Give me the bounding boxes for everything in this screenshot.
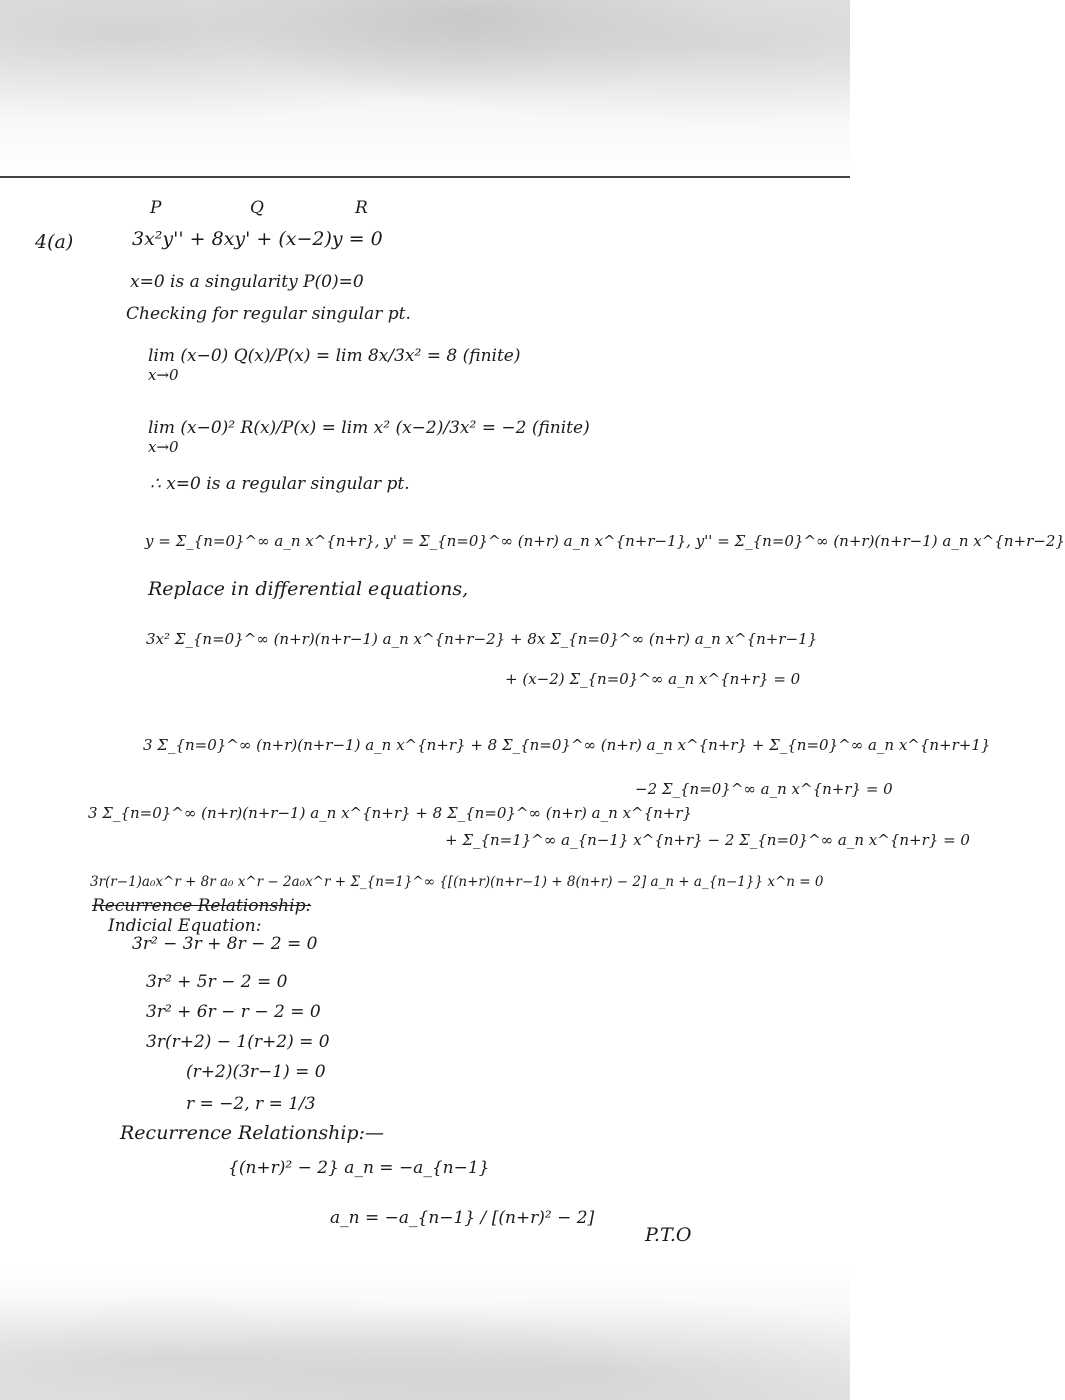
line-struck-heading: Recurrence Relationship: bbox=[92, 896, 312, 916]
line-limit-r-sub: x→0 bbox=[148, 438, 179, 456]
pto-note: P.T.O bbox=[645, 1224, 692, 1246]
coef-label-q: Q bbox=[250, 198, 264, 218]
line-indicial-2: 3r² + 5r − 2 = 0 bbox=[146, 972, 288, 992]
main-equation: 3x²y'' + 8xy' + (x−2)y = 0 bbox=[132, 228, 383, 250]
line-collected: 3r(r−1)a₀x^r + 8r a₀ x^r − 2a₀x^r + Σ_{n=1}^∞ {[(n+r)(n+r−1) + 8(n+r) − 2] a_n + a_{n−1}} x^n = 0 bbox=[90, 874, 824, 890]
coef-label-p: P bbox=[150, 198, 162, 218]
line-recurrence-2: a_n = −a_{n−1} / [(n+r)² − 2] bbox=[330, 1208, 595, 1228]
line-regular-pt: ∴ x=0 is a regular singular pt. bbox=[150, 474, 410, 494]
line-simplified-2: −2 Σ_{n=0}^∞ a_n x^{n+r} = 0 bbox=[635, 780, 893, 798]
line-limit-q: lim (x−0) Q(x)/P(x) = lim 8x/3x² = 8 (finite) bbox=[148, 346, 521, 366]
line-indicial-heading: Indicial Equation: bbox=[108, 916, 262, 936]
line-indicial-4: 3r(r+2) − 1(r+2) = 0 bbox=[146, 1032, 330, 1052]
line-simplified-1: 3 Σ_{n=0}^∞ (n+r)(n+r−1) a_n x^{n+r} + 8 Σ_{n=0}^∞ (n+r) a_n x^{n+r} + Σ_{n=0}^∞ a_n x^{n+r+1} bbox=[143, 736, 991, 754]
line-shifted-2: + Σ_{n=1}^∞ a_{n−1} x^{n+r} − 2 Σ_{n=0}^∞ a_n x^{n+r} = 0 bbox=[445, 831, 970, 849]
line-substituted-1: 3x² Σ_{n=0}^∞ (n+r)(n+r−1) a_n x^{n+r−2} + 8x Σ_{n=0}^∞ (n+r) a_n x^{n+r−1} bbox=[146, 630, 818, 648]
line-substituted-2: + (x−2) Σ_{n=0}^∞ a_n x^{n+r} = 0 bbox=[505, 670, 801, 688]
line-recurrence-1: {(n+r)² − 2} a_n = −a_{n−1} bbox=[228, 1158, 490, 1178]
line-singularity: x=0 is a singularity P(0)=0 bbox=[130, 272, 364, 292]
line-indicial-1: 3r² − 3r + 8r − 2 = 0 bbox=[132, 934, 318, 954]
line-series-forms: y = Σ_{n=0}^∞ a_n x^{n+r}, y' = Σ_{n=0}^∞ (n+r) a_n x^{n+r−1}, y'' = Σ_{n=0}^∞ (n+r)(n+r−1) a_n x^{n+r−2} bbox=[145, 532, 1065, 550]
line-indicial-3: 3r² + 6r − r − 2 = 0 bbox=[146, 1002, 321, 1022]
line-shifted-1: 3 Σ_{n=0}^∞ (n+r)(n+r−1) a_n x^{n+r} + 8 Σ_{n=0}^∞ (n+r) a_n x^{n+r} bbox=[88, 804, 693, 822]
line-checking: Checking for regular singular pt. bbox=[126, 304, 411, 324]
scan-shadow-top bbox=[0, 0, 850, 172]
line-limit-q-sub: x→0 bbox=[148, 366, 179, 384]
scan-shadow-bottom bbox=[0, 1265, 850, 1400]
line-replace: Replace in differential equations, bbox=[148, 578, 469, 600]
page-top-rule bbox=[0, 176, 850, 178]
line-recurrence-heading: Recurrence Relationship:— bbox=[120, 1122, 384, 1144]
coef-label-r: R bbox=[355, 198, 368, 218]
problem-label: 4(a) bbox=[35, 231, 74, 253]
line-limit-r: lim (x−0)² R(x)/P(x) = lim x² (x−2)/3x² = −2 (finite) bbox=[148, 418, 590, 438]
line-indicial-5: (r+2)(3r−1) = 0 bbox=[186, 1062, 326, 1082]
line-roots: r = −2, r = 1/3 bbox=[186, 1094, 316, 1114]
